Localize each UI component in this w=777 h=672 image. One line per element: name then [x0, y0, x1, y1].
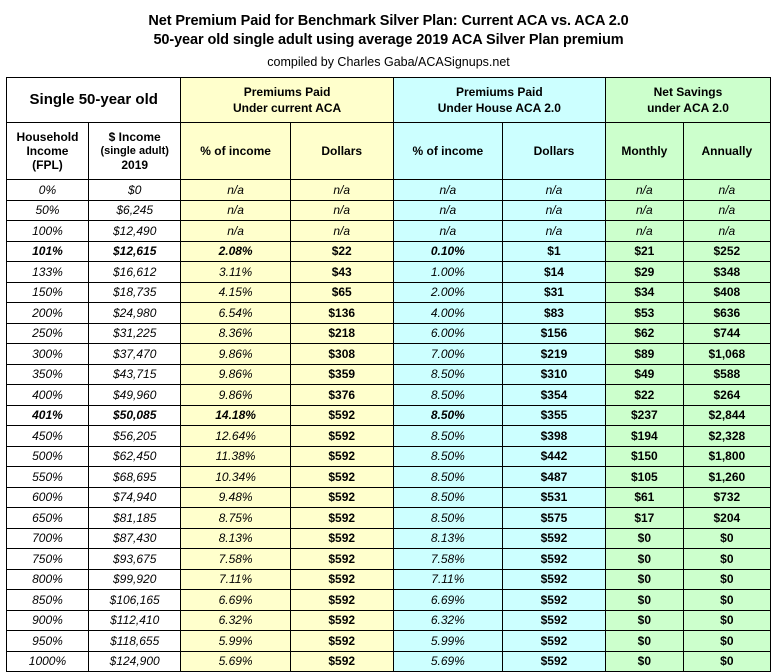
chart-title-line2: 50-year old single adult using average 2019 ACA Silver Plan premium — [153, 32, 624, 48]
cell-aca20-pct: 6.32% — [393, 610, 502, 631]
cell-aca20-dollars: $219 — [502, 344, 605, 365]
cell-aca20-dollars: $592 — [502, 569, 605, 590]
cell-savings-annually: $1,068 — [683, 344, 770, 365]
cell-income: $12,490 — [88, 221, 180, 242]
cell-savings-monthly: $0 — [605, 549, 683, 570]
cell-current-pct: n/a — [181, 200, 290, 221]
column-header-fpl-line2: Income — [26, 144, 69, 158]
group-header-current-aca-line2: Under current ACA — [232, 101, 342, 115]
column-header-savings-monthly-label: Monthly — [621, 144, 668, 158]
column-header-current-pct-label: % of income — [200, 144, 271, 158]
cell-current-dollars: $592 — [290, 631, 393, 652]
cell-aca20-dollars: $1 — [502, 241, 605, 262]
cell-aca20-pct: 4.00% — [393, 303, 502, 324]
cell-savings-monthly: $22 — [605, 385, 683, 406]
cell-savings-monthly: $62 — [605, 323, 683, 344]
cell-aca20-dollars: n/a — [502, 180, 605, 201]
group-header-row — [7, 78, 771, 123]
cell-aca20-dollars: $14 — [502, 262, 605, 283]
column-header-aca20-pct-label: % of income — [412, 144, 484, 158]
cell-current-pct: 10.34% — [181, 467, 290, 488]
table-row — [7, 651, 771, 672]
cell-savings-monthly: $0 — [605, 528, 683, 549]
table-row — [7, 446, 771, 467]
cell-fpl: 650% — [7, 508, 89, 529]
cell-current-pct: 7.58% — [181, 549, 290, 570]
title-block — [6, 12, 771, 71]
table-row — [7, 467, 771, 488]
cell-fpl: 600% — [7, 487, 89, 508]
cell-savings-monthly: $17 — [605, 508, 683, 529]
cell-savings-monthly: $0 — [605, 631, 683, 652]
group-header-aca20-line1: Premiums Paid — [455, 85, 543, 99]
cell-savings-annually: $588 — [683, 364, 770, 385]
column-header-savings-annually-label: Annually — [701, 144, 753, 158]
cell-aca20-dollars: $592 — [502, 549, 605, 570]
cell-aca20-pct: 6.00% — [393, 323, 502, 344]
cell-aca20-pct: 8.50% — [393, 446, 502, 467]
cell-income: $118,655 — [88, 631, 180, 652]
cell-fpl: 700% — [7, 528, 89, 549]
cell-current-pct: 14.18% — [181, 405, 290, 426]
cell-current-pct: 3.11% — [181, 262, 290, 283]
cell-savings-monthly: $0 — [605, 590, 683, 611]
table-row — [7, 385, 771, 406]
table-header — [7, 78, 771, 180]
cell-savings-monthly: $61 — [605, 487, 683, 508]
cell-savings-annually: $0 — [683, 631, 770, 652]
table-row — [7, 405, 771, 426]
cell-income: $56,205 — [88, 426, 180, 447]
cell-aca20-dollars: $531 — [502, 487, 605, 508]
cell-income: $74,940 — [88, 487, 180, 508]
cell-aca20-dollars: $355 — [502, 405, 605, 426]
cell-current-pct: 9.86% — [181, 364, 290, 385]
cell-income: $49,960 — [88, 385, 180, 406]
cell-current-dollars: $592 — [290, 610, 393, 631]
cell-aca20-dollars: $310 — [502, 364, 605, 385]
cell-current-pct: 11.38% — [181, 446, 290, 467]
table-row — [7, 262, 771, 283]
cell-current-pct: 4.15% — [181, 282, 290, 303]
table-row — [7, 221, 771, 242]
cell-fpl: 50% — [7, 200, 89, 221]
table-row — [7, 180, 771, 201]
cell-current-dollars: $136 — [290, 303, 393, 324]
cell-aca20-pct: 7.58% — [393, 549, 502, 570]
cell-current-dollars: $359 — [290, 364, 393, 385]
cell-aca20-pct: 8.50% — [393, 467, 502, 488]
cell-savings-annually: n/a — [683, 180, 770, 201]
cell-savings-annually: $1,800 — [683, 446, 770, 467]
cell-current-dollars: $592 — [290, 487, 393, 508]
group-header-aca20 — [393, 78, 605, 123]
cell-savings-monthly: $150 — [605, 446, 683, 467]
cell-aca20-pct: 1.00% — [393, 262, 502, 283]
table-row — [7, 282, 771, 303]
cell-fpl: 850% — [7, 590, 89, 611]
column-header-fpl-line3: (FPL) — [32, 158, 63, 172]
cell-savings-monthly: $29 — [605, 262, 683, 283]
cell-current-dollars: $376 — [290, 385, 393, 406]
cell-current-dollars: $592 — [290, 446, 393, 467]
cell-savings-monthly: $49 — [605, 364, 683, 385]
cell-aca20-pct: 2.00% — [393, 282, 502, 303]
cell-savings-monthly: $0 — [605, 610, 683, 631]
cell-current-dollars: $22 — [290, 241, 393, 262]
cell-income: $24,980 — [88, 303, 180, 324]
group-header-aca20-line2: Under House ACA 2.0 — [437, 101, 561, 115]
premium-comparison-table — [6, 77, 771, 672]
cell-aca20-pct: 6.69% — [393, 590, 502, 611]
table-row — [7, 631, 771, 652]
cell-savings-monthly: $194 — [605, 426, 683, 447]
cell-current-pct: 8.75% — [181, 508, 290, 529]
cell-savings-annually: $2,328 — [683, 426, 770, 447]
cell-aca20-dollars: $592 — [502, 528, 605, 549]
cell-savings-annually: $0 — [683, 610, 770, 631]
cell-income: $50,085 — [88, 405, 180, 426]
cell-income: $43,715 — [88, 364, 180, 385]
cell-savings-annually: $0 — [683, 549, 770, 570]
cell-fpl: 500% — [7, 446, 89, 467]
group-header-current-aca — [181, 78, 393, 123]
cell-income: $6,245 — [88, 200, 180, 221]
table-row — [7, 303, 771, 324]
cell-current-dollars: $592 — [290, 426, 393, 447]
cell-savings-monthly: $53 — [605, 303, 683, 324]
cell-current-dollars: $43 — [290, 262, 393, 283]
table-row — [7, 528, 771, 549]
cell-income: $62,450 — [88, 446, 180, 467]
cell-aca20-dollars: $156 — [502, 323, 605, 344]
cell-current-pct: 12.64% — [181, 426, 290, 447]
corner-header — [7, 78, 181, 123]
cell-savings-monthly: $89 — [605, 344, 683, 365]
column-header-fpl-line1: Household — [16, 130, 79, 144]
table-row — [7, 344, 771, 365]
cell-savings-annually: $264 — [683, 385, 770, 406]
chart-title-line1: Net Premium Paid for Benchmark Silver Plan: Current ACA vs. ACA 2.0 — [148, 13, 629, 29]
cell-income: $87,430 — [88, 528, 180, 549]
cell-fpl: 550% — [7, 467, 89, 488]
cell-fpl: 200% — [7, 303, 89, 324]
chart-credit: compiled by Charles Gaba/ACASignups.net — [267, 55, 510, 69]
cell-aca20-pct: 7.00% — [393, 344, 502, 365]
table-row — [7, 323, 771, 344]
cell-aca20-pct: n/a — [393, 180, 502, 201]
cell-fpl: 1000% — [7, 651, 89, 672]
cell-current-dollars: $592 — [290, 508, 393, 529]
cell-savings-annually: $252 — [683, 241, 770, 262]
group-header-savings — [605, 78, 770, 123]
cell-income: $112,410 — [88, 610, 180, 631]
cell-current-dollars: $592 — [290, 405, 393, 426]
cell-savings-annually: $0 — [683, 651, 770, 672]
cell-aca20-dollars: $575 — [502, 508, 605, 529]
cell-fpl: 300% — [7, 344, 89, 365]
cell-aca20-pct: 8.13% — [393, 528, 502, 549]
column-header-income — [88, 123, 180, 180]
cell-current-dollars: $592 — [290, 549, 393, 570]
cell-savings-monthly: $237 — [605, 405, 683, 426]
cell-current-pct: 7.11% — [181, 569, 290, 590]
table-row — [7, 549, 771, 570]
cell-income: $31,225 — [88, 323, 180, 344]
cell-income: $124,900 — [88, 651, 180, 672]
cell-aca20-dollars: $592 — [502, 590, 605, 611]
cell-savings-annually: $744 — [683, 323, 770, 344]
column-header-income-line3: 2019 — [121, 158, 149, 172]
column-header-current-dollars — [290, 123, 393, 180]
cell-current-pct: 2.08% — [181, 241, 290, 262]
cell-current-dollars: $592 — [290, 467, 393, 488]
column-header-aca20-dollars — [502, 123, 605, 180]
cell-savings-monthly: n/a — [605, 200, 683, 221]
cell-current-dollars: n/a — [290, 221, 393, 242]
cell-aca20-pct: 5.69% — [393, 651, 502, 672]
cell-fpl: 400% — [7, 385, 89, 406]
cell-fpl: 100% — [7, 221, 89, 242]
cell-savings-annually: $204 — [683, 508, 770, 529]
cell-savings-annually: $2,844 — [683, 405, 770, 426]
cell-fpl: 101% — [7, 241, 89, 262]
cell-current-dollars: n/a — [290, 180, 393, 201]
cell-savings-monthly: $21 — [605, 241, 683, 262]
cell-aca20-pct: n/a — [393, 200, 502, 221]
group-header-savings-line2: under ACA 2.0 — [647, 101, 729, 115]
column-header-income-line1: $ Income — [108, 130, 161, 144]
column-header-current-dollars-label: Dollars — [321, 144, 363, 158]
cell-savings-annually: n/a — [683, 200, 770, 221]
cell-current-pct: 6.32% — [181, 610, 290, 631]
cell-current-pct: 6.69% — [181, 590, 290, 611]
cell-income: $81,185 — [88, 508, 180, 529]
cell-current-pct: 5.99% — [181, 631, 290, 652]
cell-fpl: 900% — [7, 610, 89, 631]
column-header-aca20-pct — [393, 123, 502, 180]
cell-fpl: 750% — [7, 549, 89, 570]
table-row — [7, 200, 771, 221]
cell-aca20-pct: 8.50% — [393, 405, 502, 426]
table-row — [7, 426, 771, 447]
cell-current-pct: n/a — [181, 180, 290, 201]
cell-current-pct: 8.36% — [181, 323, 290, 344]
cell-aca20-dollars: $354 — [502, 385, 605, 406]
cell-savings-monthly: $105 — [605, 467, 683, 488]
cell-savings-monthly: $34 — [605, 282, 683, 303]
column-header-fpl — [7, 123, 89, 180]
cell-fpl: 401% — [7, 405, 89, 426]
table-row — [7, 241, 771, 262]
cell-current-pct: 5.69% — [181, 651, 290, 672]
cell-income: $0 — [88, 180, 180, 201]
cell-aca20-pct: 7.11% — [393, 569, 502, 590]
cell-aca20-pct: 8.50% — [393, 426, 502, 447]
cell-current-pct: 9.86% — [181, 344, 290, 365]
table-row — [7, 569, 771, 590]
cell-current-dollars: n/a — [290, 200, 393, 221]
cell-income: $68,695 — [88, 467, 180, 488]
cell-income: $12,615 — [88, 241, 180, 262]
cell-aca20-dollars: n/a — [502, 200, 605, 221]
cell-savings-monthly: $0 — [605, 651, 683, 672]
cell-aca20-dollars: $83 — [502, 303, 605, 324]
cell-income: $37,470 — [88, 344, 180, 365]
cell-aca20-dollars: $592 — [502, 610, 605, 631]
cell-aca20-pct: 8.50% — [393, 364, 502, 385]
cell-current-dollars: $592 — [290, 590, 393, 611]
cell-current-dollars: $592 — [290, 528, 393, 549]
cell-savings-annually: $732 — [683, 487, 770, 508]
cell-aca20-dollars: $442 — [502, 446, 605, 467]
cell-aca20-dollars: $592 — [502, 631, 605, 652]
cell-income: $106,165 — [88, 590, 180, 611]
cell-fpl: 133% — [7, 262, 89, 283]
cell-savings-annually: $408 — [683, 282, 770, 303]
cell-aca20-pct: 8.50% — [393, 508, 502, 529]
table-row — [7, 487, 771, 508]
cell-savings-annually: $636 — [683, 303, 770, 324]
cell-fpl: 800% — [7, 569, 89, 590]
column-header-savings-annually — [683, 123, 770, 180]
cell-current-pct: 8.13% — [181, 528, 290, 549]
cell-savings-annually: $0 — [683, 528, 770, 549]
cell-aca20-dollars: $398 — [502, 426, 605, 447]
cell-savings-annually: $348 — [683, 262, 770, 283]
cell-income: $18,735 — [88, 282, 180, 303]
group-header-savings-line1: Net Savings — [653, 85, 723, 99]
cell-savings-annually: $0 — [683, 590, 770, 611]
cell-aca20-pct: n/a — [393, 221, 502, 242]
cell-aca20-pct: 0.10% — [393, 241, 502, 262]
cell-aca20-dollars: $31 — [502, 282, 605, 303]
cell-savings-annually: n/a — [683, 221, 770, 242]
cell-fpl: 0% — [7, 180, 89, 201]
cell-current-pct: 9.86% — [181, 385, 290, 406]
cell-fpl: 250% — [7, 323, 89, 344]
table-row — [7, 610, 771, 631]
cell-current-dollars: $308 — [290, 344, 393, 365]
cell-fpl: 350% — [7, 364, 89, 385]
column-header-current-pct — [181, 123, 290, 180]
cell-savings-annually: $0 — [683, 569, 770, 590]
cell-savings-monthly: n/a — [605, 221, 683, 242]
cell-savings-monthly: n/a — [605, 180, 683, 201]
cell-current-dollars: $65 — [290, 282, 393, 303]
column-header-aca20-dollars-label: Dollars — [533, 144, 575, 158]
cell-current-pct: n/a — [181, 221, 290, 242]
cell-aca20-pct: 5.99% — [393, 631, 502, 652]
column-header-savings-monthly — [605, 123, 683, 180]
table-row — [7, 364, 771, 385]
cell-savings-monthly: $0 — [605, 569, 683, 590]
cell-income: $93,675 — [88, 549, 180, 570]
cell-aca20-pct: 8.50% — [393, 487, 502, 508]
table-body — [7, 180, 771, 672]
cell-income: $99,920 — [88, 569, 180, 590]
column-header-row — [7, 123, 771, 180]
corner-header-label: Single 50-year old — [29, 91, 158, 108]
group-header-current-aca-line1: Premiums Paid — [243, 85, 331, 99]
cell-current-dollars: $592 — [290, 651, 393, 672]
cell-aca20-dollars: $487 — [502, 467, 605, 488]
cell-aca20-dollars: $592 — [502, 651, 605, 672]
cell-income: $16,612 — [88, 262, 180, 283]
table-row — [7, 508, 771, 529]
cell-current-pct: 6.54% — [181, 303, 290, 324]
column-header-income-line2: (single adult) — [100, 145, 169, 157]
cell-current-dollars: $218 — [290, 323, 393, 344]
cell-savings-annually: $1,260 — [683, 467, 770, 488]
cell-fpl: 150% — [7, 282, 89, 303]
cell-current-dollars: $592 — [290, 569, 393, 590]
cell-fpl: 450% — [7, 426, 89, 447]
cell-aca20-pct: 8.50% — [393, 385, 502, 406]
cell-current-pct: 9.48% — [181, 487, 290, 508]
cell-fpl: 950% — [7, 631, 89, 652]
cell-aca20-dollars: n/a — [502, 221, 605, 242]
